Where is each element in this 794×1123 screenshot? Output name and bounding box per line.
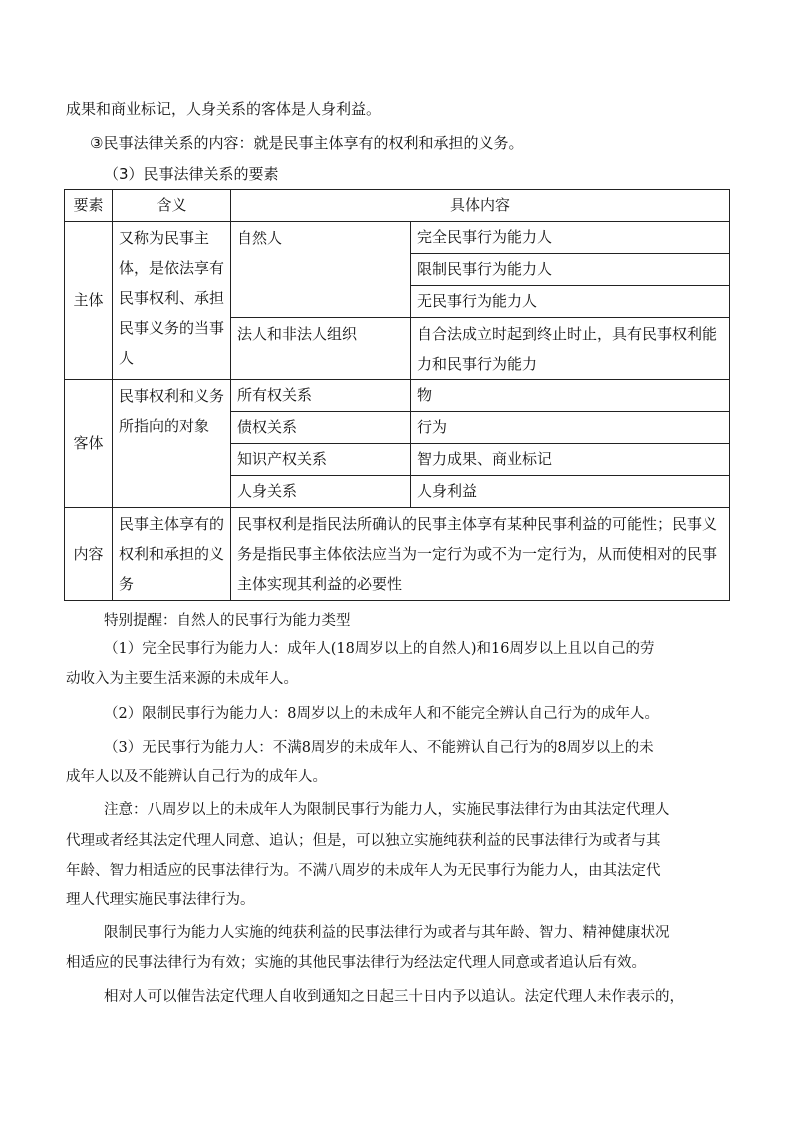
- content-desc: 民事权利是指民法所确认的民事主体享有某种民事利益的可能性；民事义务是指民事主体依法应当为一定行为或不为一定行为，从而使相对的民事主体实现其利益的必要性: [231, 508, 730, 601]
- object-relation-0: 所有权关系: [231, 380, 411, 412]
- note-p6: 相对人可以催告法定代理人自收到通知之日起三十日内予以追认。法定代理人未作表示的，: [104, 989, 684, 1005]
- header-element: 要素: [65, 190, 113, 222]
- object-relation-3: 人身关系: [231, 476, 411, 508]
- np-type-full: 完全民事行为能力人: [411, 222, 730, 254]
- note-p5-line2: 相适应的民事法律行为有效；实施的其他民事法律行为经法定代理人同意或者追认后有效。: [66, 955, 646, 971]
- object-value-1: 行为: [411, 412, 730, 444]
- object-value-3: 人身利益: [411, 476, 730, 508]
- notes-title: 特别提醒：自然人的民事行为能力类型: [104, 613, 351, 629]
- object-value-2: 智力成果、商业标记: [411, 444, 730, 476]
- legal-relation-elements-table: [64, 189, 730, 601]
- note-p1-line2: 动收入为主要生活来源的未成年人。: [66, 671, 298, 687]
- header-meaning: 含义: [113, 190, 231, 222]
- note-p4-line1: 注意：八周岁以上的未成年人为限制民事行为能力人，实施民事法律行为由其法定代理人: [104, 802, 670, 818]
- note-p3-line2: 成年人以及不能辨认自己行为的成年人。: [66, 769, 327, 785]
- header-content: 具体内容: [231, 190, 730, 222]
- note-p4-line4: 理人代理实施民事法律行为。: [66, 892, 255, 908]
- legal-person-desc: 自合法成立时起到终止时止，具有民事权利能力和民事行为能力: [411, 318, 730, 380]
- object-value-0: 物: [411, 380, 730, 412]
- note-p5-line1: 限制民事行为能力人实施的纯获利益的民事法律行为或者与其年龄、智力、精神健康状况: [104, 925, 670, 941]
- np-type-none: 无民事行为能力人: [411, 286, 730, 318]
- content-element: 内容: [65, 508, 113, 601]
- np-type-limited: 限制民事行为能力人: [411, 254, 730, 286]
- note-p2: （2）限制民事行为能力人：8周岁以上的未成年人和不能完全辨认自己行为的成年人。: [104, 706, 659, 722]
- section-heading: （3）民事法律关系的要素: [104, 165, 279, 183]
- object-meaning: 民事权利和义务所指向的对象: [113, 380, 231, 508]
- subject-element: 主体: [65, 222, 113, 380]
- note-p3-line1: （3）无民事行为能力人：不满8周岁的未成年人、不能辨认自己行为的8周岁以上的未: [104, 740, 654, 756]
- note-p4-line3: 年龄、智力相适应的民事法律行为。不满八周岁的未成年人为无民事行为能力人，由其法定代: [66, 863, 661, 879]
- natural-person-label: 自然人: [231, 222, 411, 318]
- note-p1-line1: （1）完全民事行为能力人：成年人(18周岁以上的自然人)和16周岁以上且以自己的劳: [104, 641, 655, 657]
- intro-line-1: 成果和商业标记，人身关系的客体是人身利益。: [66, 100, 382, 118]
- object-relation-2: 知识产权关系: [231, 444, 411, 476]
- legal-person-label: 法人和非法人组织: [231, 318, 411, 380]
- subject-meaning: 又称为民事主体，是依法享有民事权利、承担民事义务的当事人: [113, 222, 231, 380]
- content-meaning: 民事主体享有的权利和承担的义务: [113, 508, 231, 601]
- note-p4-line2: 代理或者经其法定代理人同意、追认；但是，可以独立实施纯获利益的民事法律行为或者与其: [66, 833, 661, 849]
- object-element: 客体: [65, 380, 113, 508]
- object-relation-1: 债权关系: [231, 412, 411, 444]
- intro-line-2: ③民事法律关系的内容：就是民事主体享有的权利和承担的义务。: [90, 134, 524, 152]
